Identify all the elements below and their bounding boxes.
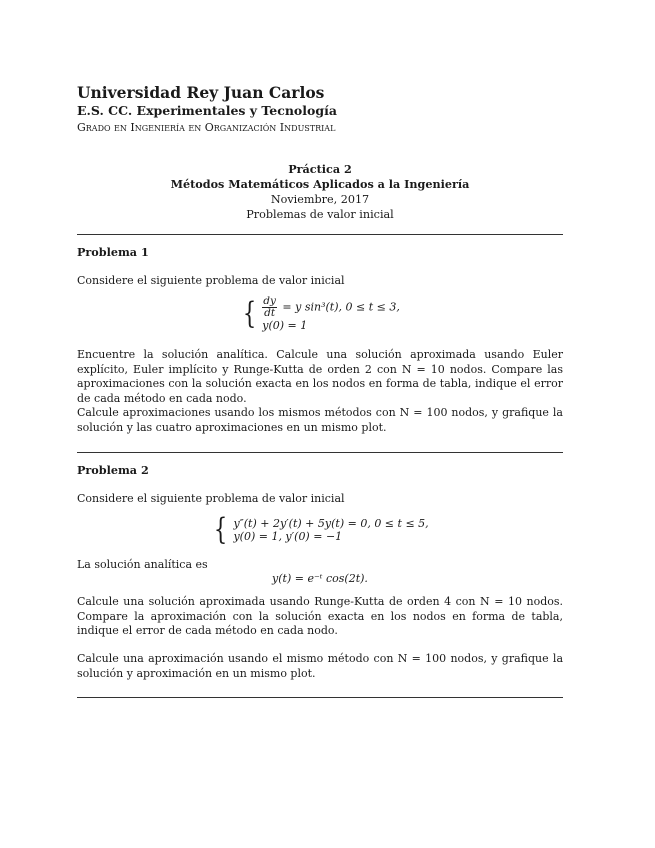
divider: [77, 234, 563, 235]
school-name: E.S. CC. Experimentales y Tecnología: [77, 103, 337, 118]
rule-bottom: [77, 697, 563, 698]
ode-line: [262, 296, 400, 319]
title-block: [77, 162, 563, 222]
ode-line: y″(t) + 2y′(t) + 5y(t) = 0, 0 ≤ t ≤ 5,: [233, 517, 429, 530]
problem2-paragraph-2: Calcule una aproximación usando el mismo método con N = 100 nodos, y grafique la solución y aproximación en un mismo plot.: [77, 652, 563, 680]
problem2-heading: Problema 2: [77, 463, 149, 477]
rule-top: [77, 234, 563, 235]
practice-title: Práctica 2: [288, 162, 352, 176]
equation-lines: [233, 517, 428, 543]
problem2-equation: [77, 512, 563, 547]
brace-symbol: {: [214, 512, 228, 547]
problem1-intro: Considere el siguiente problema de valor inicial: [77, 274, 345, 287]
rule-middle: [77, 452, 563, 453]
problem1-paragraph-1: Encuentre la solución analítica. Calcule una solución aproximada usando Euler explícito, Euler implícito y Runge-Kutta de orden 2 con N = 10 nodos. Compare las aproximaciones con la solución exacta en los nodos en forma de tabla, indique el error de cada método en cada nodo.: [77, 348, 563, 405]
ode-rhs: = y sin³(t), 0 ≤ t ≤ 3,: [282, 300, 400, 314]
university-name: Universidad Rey Juan Carlos: [77, 83, 325, 102]
derivative-fraction: [262, 296, 277, 319]
brace-symbol: {: [243, 296, 257, 331]
problem1-heading: Problema 1: [77, 245, 149, 259]
solution-equation: y(t) = e⁻ᵗ cos(2t).: [272, 572, 368, 585]
problem2-paragraph-1: Calcule una solución aproximada usando Runge-Kutta de orden 4 con N = 10 nodos. Compare la aproximación con la solución exacta en los nodos en forma de tabla, indique el error de cada método en cada nodo.: [77, 595, 563, 637]
solution-label: La solución analítica es: [77, 558, 208, 571]
divider: [77, 697, 563, 698]
initial-condition: y(0) = 1: [262, 319, 308, 332]
problem2-intro: Considere el siguiente problema de valor inicial: [77, 492, 345, 505]
equation-lines: [262, 296, 400, 332]
problem1-equation: [77, 296, 563, 332]
topic: Problemas de valor inicial: [246, 208, 394, 221]
header-block: [77, 84, 563, 135]
course-title: Métodos Matemáticos Aplicados a la Ingeniería: [170, 177, 470, 191]
document-page: [77, 83, 563, 680]
fraction-numerator: dy: [263, 295, 276, 307]
degree-name: Grado en Ingeniería en Organización Industrial: [77, 121, 336, 134]
divider: [77, 452, 563, 453]
fraction-denominator: dt: [264, 307, 276, 319]
problem1-paragraph-2: Calcule aproximaciones usando los mismos métodos con N = 100 nodos, y grafique la solución y las cuatro aproximaciones en un mismo plot.: [77, 406, 563, 434]
date: Noviembre, 2017: [270, 193, 370, 206]
initial-conditions: y(0) = 1, y′(0) = −1: [233, 530, 343, 543]
